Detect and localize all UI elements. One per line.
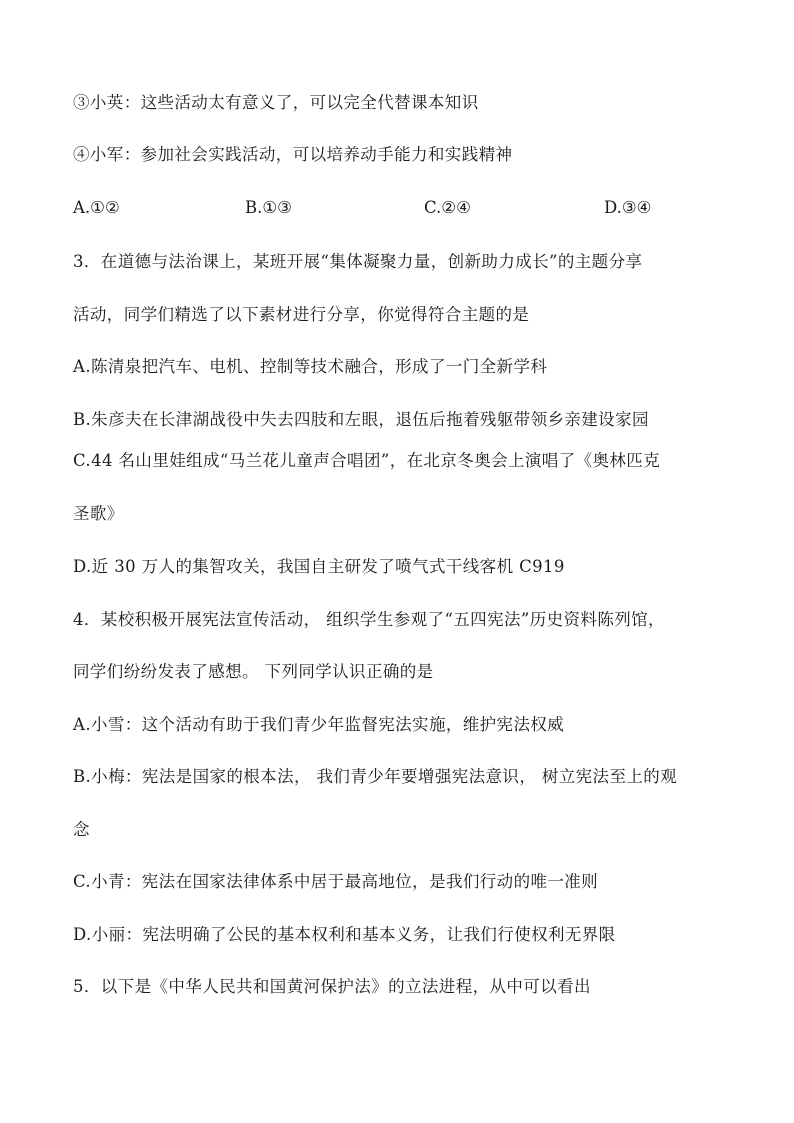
q3-option-d: D.近 30 万人的集智攻关，我国自主研发了喷气式干线客机 C919 (73, 557, 565, 576)
q4-option-a: A.小雪：这个活动有助于我们青少年监督宪法实施，维护宪法权威 (73, 715, 565, 734)
q4-stem-line-2: 同学们纷纷发表了感想。 下列同学认识正确的是 (73, 662, 434, 681)
q2-item-4: ④小军：参加社会实践活动，可以培养动手能力和实践精神 (73, 145, 513, 164)
q2-option-d: D.③④ (604, 198, 652, 217)
q3-option-c-line-1: C.44 名山里娃组成“马兰花儿童声合唱团”，在北京冬奥会上演唱了《奥林匹克 (73, 451, 661, 470)
q4-stem-line-1: 4．某校积极开展宪法宣传活动， 组织学生参观了“五四宪法”历史资料陈列馆， (73, 610, 665, 629)
q4-option-c: C.小青：宪法在国家法律体系中居于最高地位，是我们行动的唯一准则 (73, 872, 599, 891)
q2-item-3: ③小英：这些活动太有意义了，可以完全代替课本知识 (73, 93, 479, 112)
q2-option-b: B.①③ (245, 198, 292, 217)
q3-option-b: B.朱彦夫在长津湖战役中失去四肢和左眼，退伍后拖着残躯带领乡亲建设家园 (73, 410, 649, 429)
q3-stem-line-1: 3．在道德与法治课上，某班开展“集体凝聚力量，创新助力成长”的主题分享 (73, 252, 643, 271)
q2-option-a: A.①② (73, 198, 120, 217)
q3-option-c-line-2: 圣歌》 (73, 504, 124, 523)
q3-option-a: A.陈清泉把汽车、电机、控制等技术融合，形成了一门全新学科 (73, 357, 548, 376)
q4-option-d: D.小丽：宪法明确了公民的基本权利和基本义务，让我们行使权利无界限 (73, 925, 616, 944)
q4-option-b-line-2: 念 (73, 820, 90, 839)
q3-stem-line-2: 活动，同学们精选了以下素材进行分享，你觉得符合主题的是 (73, 305, 530, 324)
q4-option-b-line-1: B.小梅：宪法是国家的根本法， 我们青少年要增强宪法意识， 树立宪法至上的观 (73, 767, 678, 786)
q2-option-c: C.②④ (424, 198, 471, 217)
q5-stem-line-1: 5．以下是《中华人民共和国黄河保护法》的立法进程，从中可以看出 (73, 977, 591, 996)
